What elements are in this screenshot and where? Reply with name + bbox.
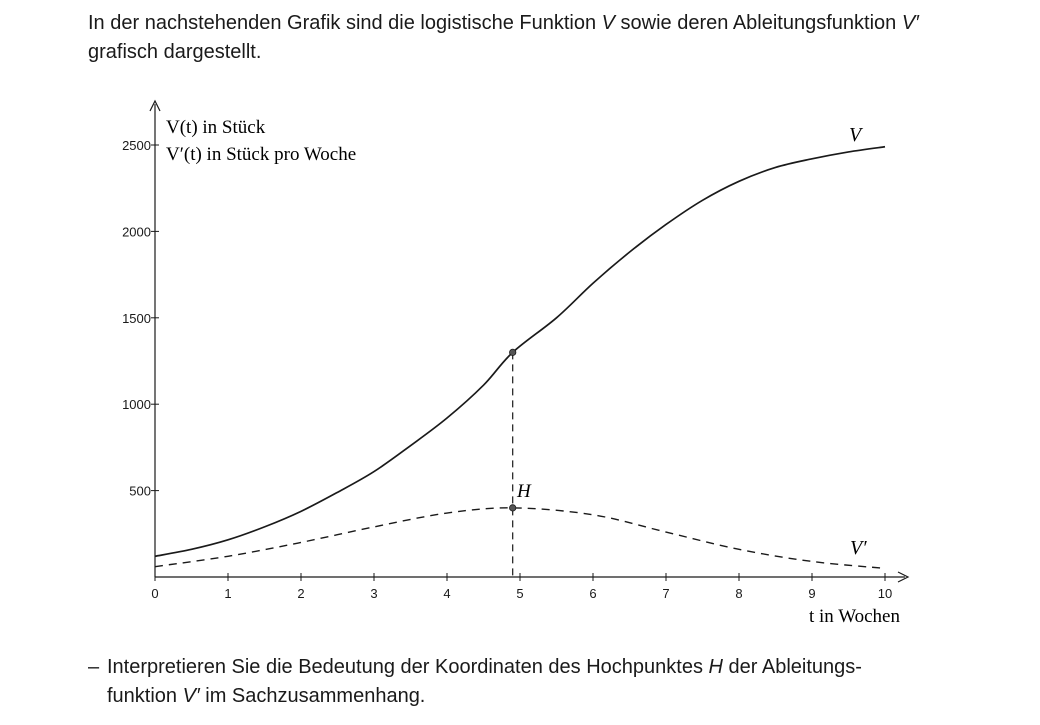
curves	[155, 147, 885, 577]
y-tick-label: 1500	[122, 310, 151, 326]
task-dash: –	[88, 656, 100, 678]
x-tick-label: 0	[151, 586, 159, 601]
x-tick-label: 7	[662, 586, 670, 601]
x-tick-label: 3	[370, 586, 378, 601]
intro-V: V	[601, 12, 615, 34]
max-point-H-marker	[510, 505, 516, 511]
y-axis-label-line1: V(t) in Stück	[166, 117, 266, 138]
task-Vprime: V′	[182, 685, 200, 707]
series-line-Vprime	[155, 508, 885, 569]
intro-part2: sowie deren Ableitungsfunktion	[614, 12, 902, 34]
intro-Vprime: V′	[901, 12, 919, 34]
x-tick-label: 8	[735, 586, 743, 601]
series-label-Vprime: V′	[850, 537, 867, 559]
x-tick-label: 2	[297, 586, 305, 601]
x-axis-label: t in Wochen	[809, 606, 900, 627]
x-tick-label: 1	[224, 586, 232, 601]
task-part1: Interpretieren Sie die Bedeutung der Koordinaten des Hochpunktes	[107, 656, 709, 678]
x-tick-label: 4	[443, 586, 451, 601]
x-tick-label: 5	[516, 586, 524, 601]
y-tick-label: 1000	[122, 397, 151, 413]
chart-labels	[166, 117, 900, 627]
task-text	[88, 653, 1008, 711]
task-H: H	[708, 656, 723, 678]
intro-part1: In der nachstehenden Grafik sind die logistische Funktion	[88, 12, 602, 34]
task-part3: funktion	[107, 685, 183, 707]
annotation-H: H	[517, 481, 531, 502]
task-part4: im Sachzusammenhang.	[199, 685, 426, 707]
y-tick-label: 2000	[122, 224, 151, 240]
x-tick-label: 6	[589, 586, 597, 601]
y-axis-label-line2: V′(t) in Stück pro Woche	[166, 144, 357, 165]
x-tick-label: 10	[877, 586, 893, 601]
inflection-point-marker	[510, 349, 516, 355]
x-tick-label: 9	[808, 586, 816, 601]
y-tick-label: 2500	[122, 138, 151, 153]
y-tick-label: 500	[129, 483, 151, 499]
task-part2: der Ableitungs-	[722, 656, 862, 678]
series-label-V: V	[849, 124, 862, 146]
intro-line2: grafisch dargestellt.	[88, 41, 262, 63]
